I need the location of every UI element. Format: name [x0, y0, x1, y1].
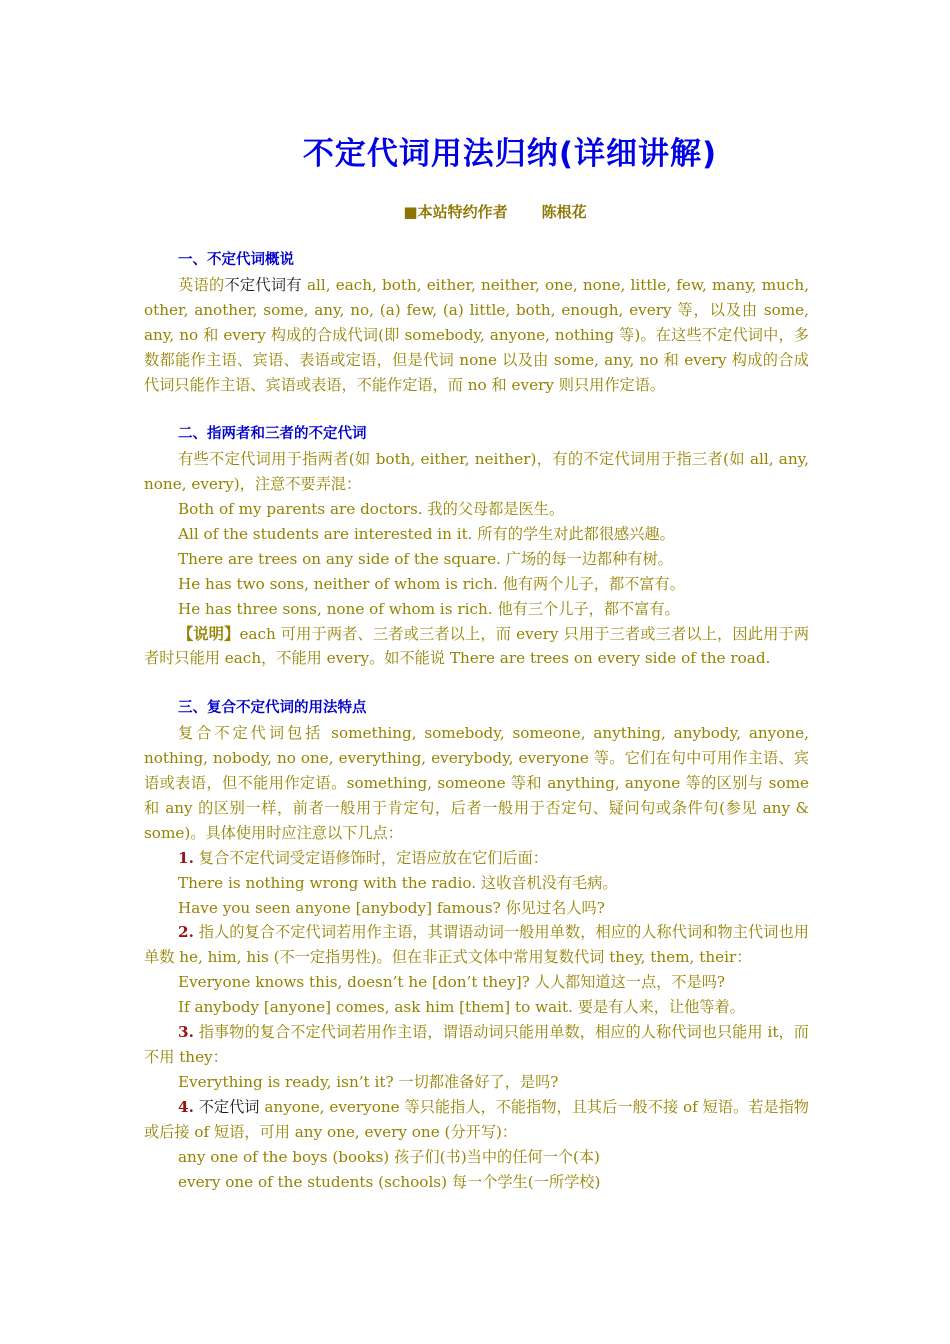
example-sentence: If anybody [anyone] comes, ask him [them] to wait. 要是有人来，让他等着。	[178, 998, 745, 1017]
point-text: 指人的复合不定代词若用作主语，其谓语动词一般用单数，相应的人称代词和物主代词也用单数 he, him, his (不一定指男性)。但在非正式文体中常用复数代词 they, them, their：	[144, 923, 809, 967]
example-sentence: any one of the boys (books) 孩子们(书)当中的任何一个(本)	[178, 1147, 600, 1166]
example-sentence: All of the students are interested in it. 所有的学生对此都很感兴趣。	[178, 524, 675, 543]
section-2-heading: 二、指两者和三者的不定代词	[178, 426, 367, 443]
point-number: 4.	[178, 1097, 194, 1116]
article-body	[144, 248, 809, 1194]
byline-author: 陈根花	[541, 203, 587, 221]
example-sentence: He has three sons, none of whom is rich. 他有三个儿子，都不富有。	[178, 599, 680, 618]
note-text: each 可用于两者、三者或三者以上，而 every 只用于三者或三者以上，因此用于两者时只能用 each，不能用 every。如不能说 There are trees on every side of the road.	[144, 624, 810, 668]
example-sentence: He has two sons, neither of whom is rich. 他有两个儿子，都不富有。	[178, 574, 685, 593]
section-2-paragraph: 有些不定代词用于指两者(如 both, either, neither)，有的不定代词用于指三者(如 all, any, none, every)，注意不要弄混：	[144, 450, 809, 494]
point-2	[144, 920, 809, 970]
point-number: 1.	[178, 848, 194, 867]
byline-label: ■本站特约作者	[403, 203, 508, 221]
point-4	[144, 1095, 809, 1145]
point-text: 指事物的复合不定代词若用作主语，谓语动词只能用单数，相应的人称代词也只能用 it，而不用 they：	[144, 1023, 809, 1066]
point-number: 3.	[178, 1023, 194, 1042]
s1-p1-a: 英语的	[178, 275, 225, 294]
point-text-a: 不定代词	[193, 1097, 260, 1116]
s1-p1-b: 不定代词有	[224, 275, 302, 294]
example-sentence: Everything is ready, isn’t it? 一切都准备好了，是吗?	[178, 1072, 559, 1091]
section-1-paragraph	[144, 273, 809, 398]
byline	[0, 201, 950, 222]
section-2-note	[144, 622, 809, 672]
point-number: 2.	[178, 923, 194, 942]
point-text-b: anyone, everyone 等只能指人，不能指物，且其后一般不接 of 短语。若是指物或后接 of 短语，可用 any one, every one (分开写)：	[144, 1097, 809, 1141]
section-3-heading: 三、复合不定代词的用法特点	[178, 700, 367, 717]
page-title: 不定代词用法归纳(详细讲解)	[302, 136, 718, 172]
example-sentence: Everyone knows this, doesn’t he [don’t they]? 人人都知道这一点，不是吗?	[178, 973, 726, 992]
section-1-heading: 一、不定代词概说	[178, 252, 294, 268]
note-label: 【说明】	[178, 624, 240, 643]
point-text: 复合不定代词受定语修饰时，定语应放在它们后面：	[193, 848, 548, 867]
example-sentence: There is nothing wrong with the radio. 这收音机没有毛病。	[178, 873, 618, 892]
s1-p1-c: all, each, both, either, neither, one, none, little, few, many, much, other, another, some, any, no, (a) few, (a) little, both, enough, every 等，以及由 some, any, no 和 every 构成的合成代词(即 somebody, anyone, nothing 等)。在这些不定代词中，多数都能作主语、宾语、表语或定语，但是代词 none 以及由 some, any, no 和 every 构成的合成代词只能作主语、宾语或表语，不能作定语，而 no 和 every 则只用作定语。	[144, 275, 810, 394]
point-1	[144, 846, 809, 871]
example-sentence: Have you seen anyone [anybody] famous? 你见过名人吗?	[178, 898, 605, 917]
example-sentence: There are trees on any side of the square. 广场的每一边都种有树。	[178, 549, 673, 568]
section-3-paragraph: 复合不定代词包括 something, somebody, someone, anything, anybody, anyone, nothing, nobody, no one, everything, everybody, everyone 等。它们在句中可用作主语、宾语或表语，但不能用作定语。something, someone 等和 anything, anyone 等的区别与 some 和 any 的区别一样，前者一般用于肯定句，后者一般用于否定句、疑问句或条件句(参见 any & some)。具体使用时应注意以下几点：	[144, 724, 809, 842]
example-sentence: Both of my parents are doctors. 我的父母都是医生。	[178, 500, 565, 519]
example-sentence: every one of the students (schools) 每一个学生(一所学校)	[178, 1172, 601, 1191]
point-3	[144, 1020, 809, 1070]
